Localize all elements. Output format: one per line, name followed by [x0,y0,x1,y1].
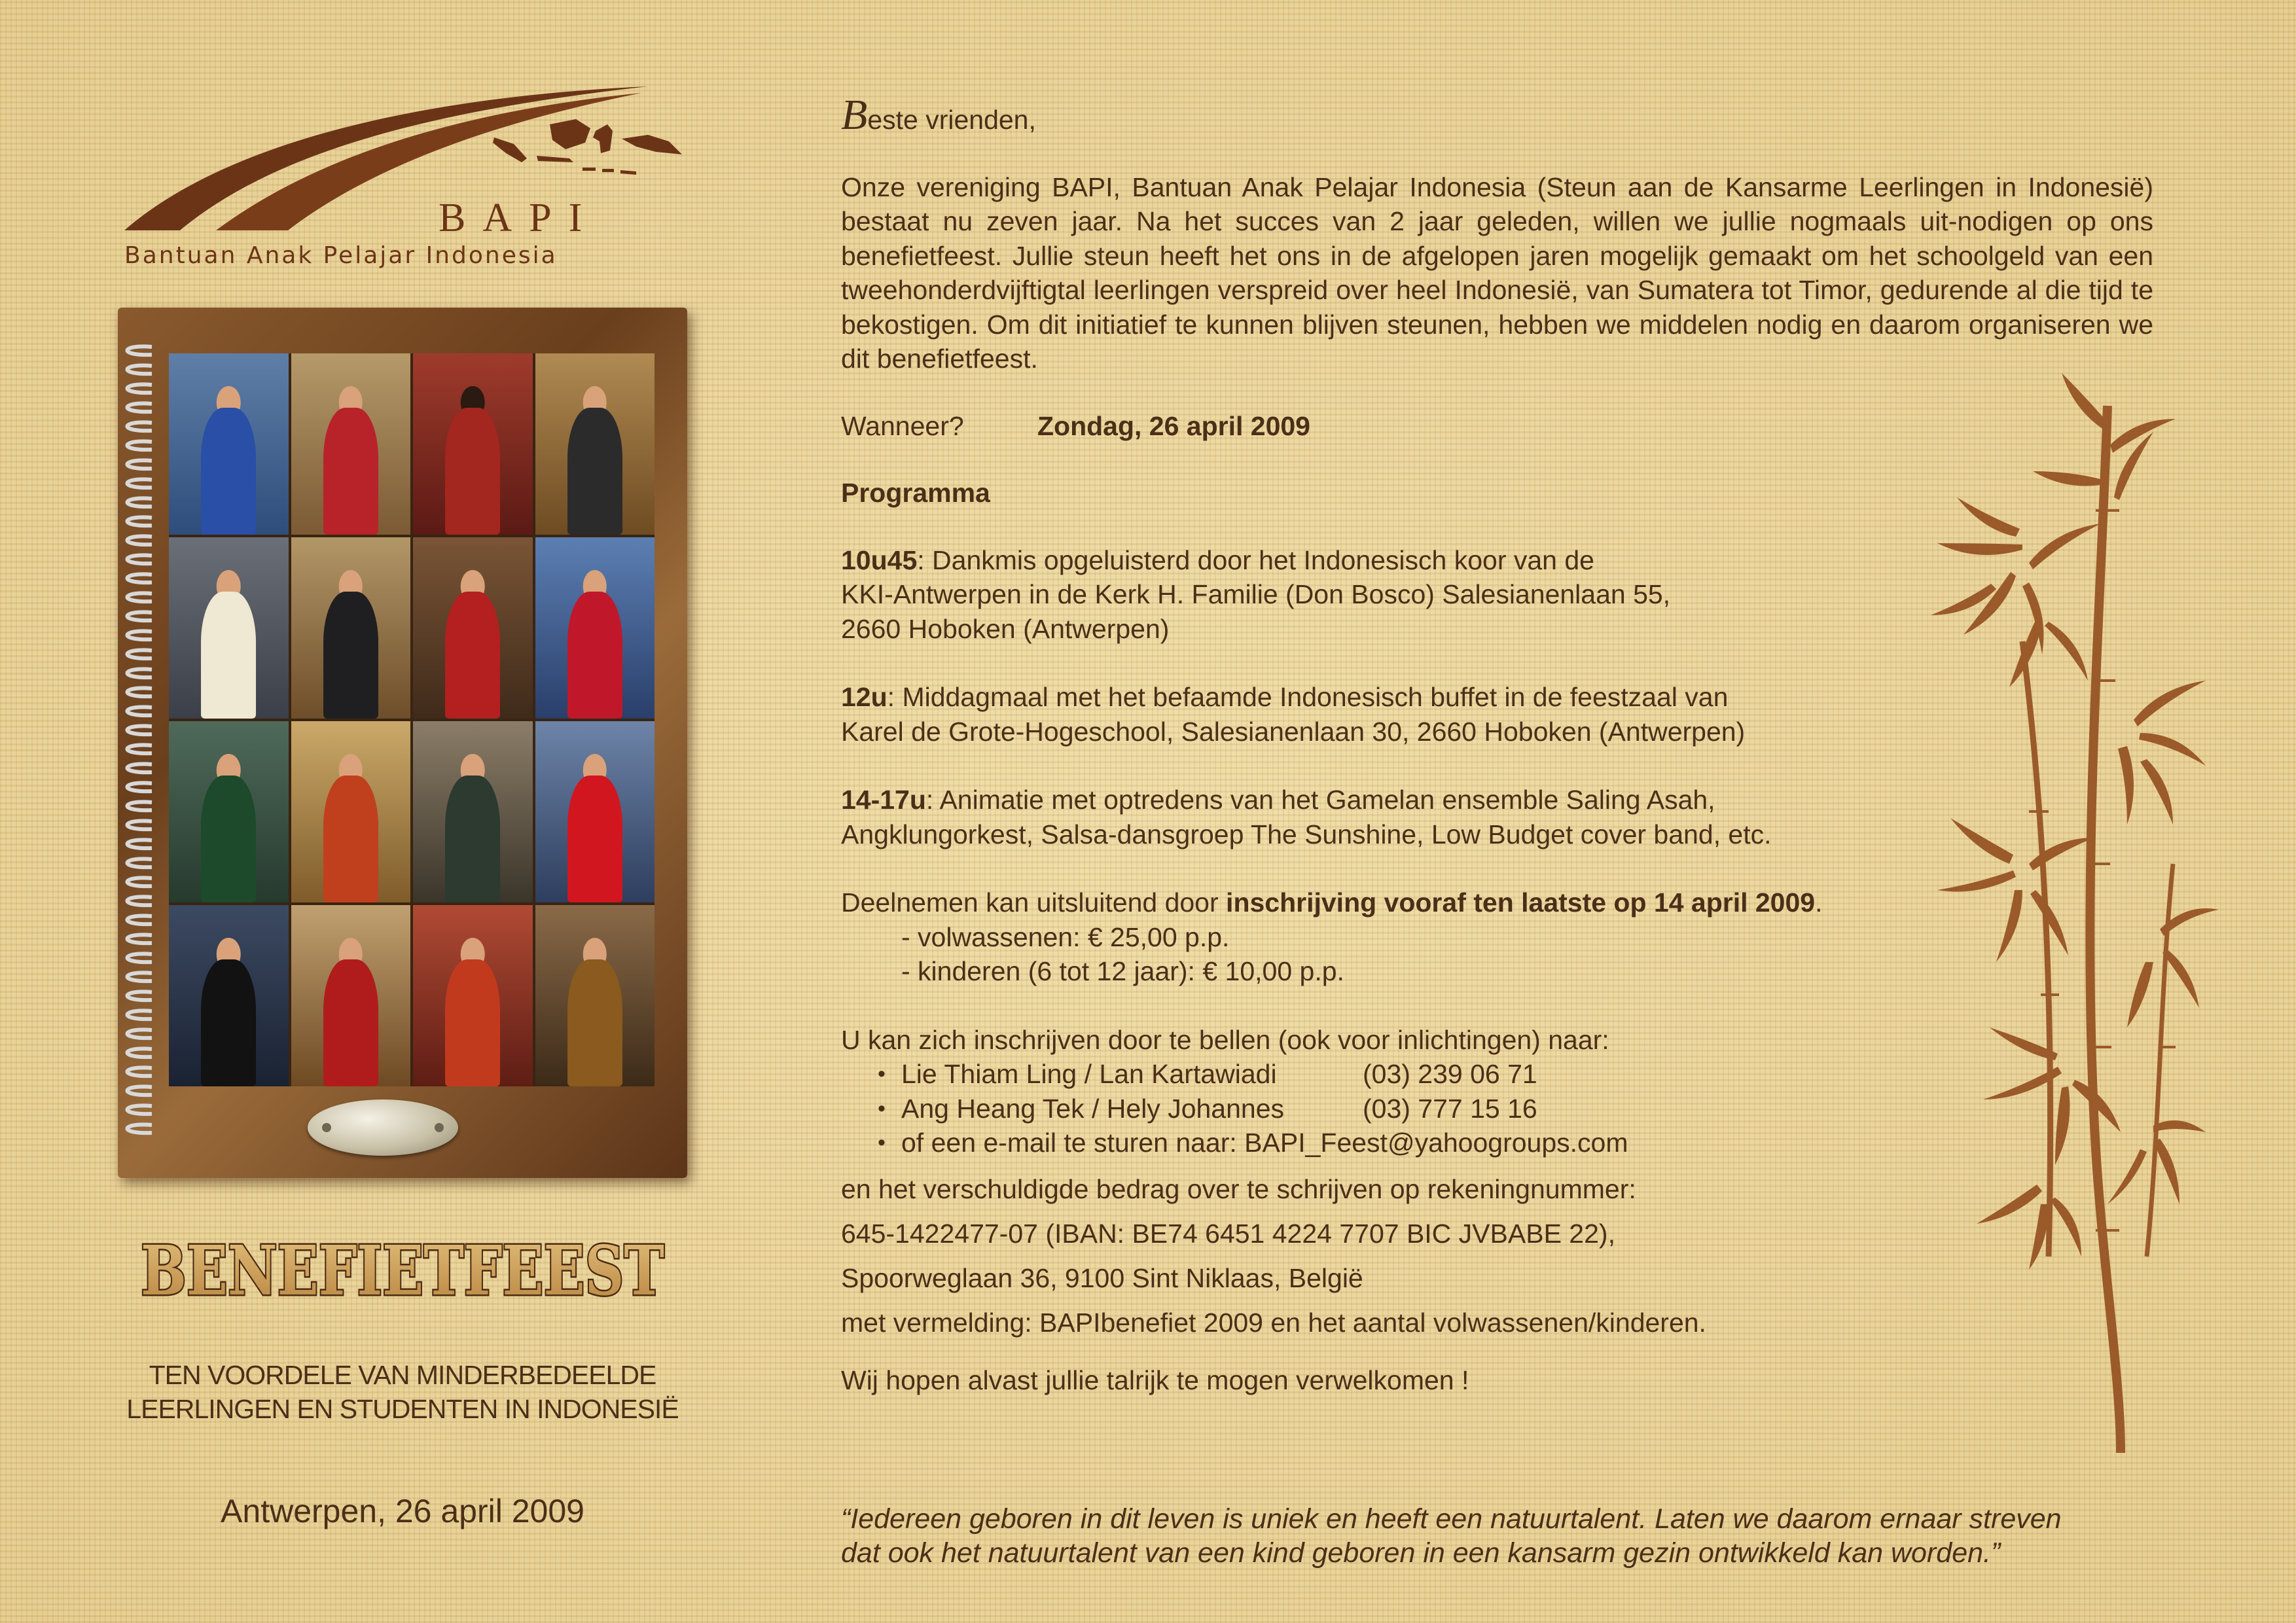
event-title-text: BENEFIETFEEST [141,1230,664,1311]
binding-ring [127,783,152,791]
photo-tile [413,905,533,1086]
subtitle-line-1: TEN VOORDELE VAN MINDERBEDEELDE [149,1360,656,1390]
binding-ring [127,916,152,924]
price-children: - kinderen (6 tot 12 jaar): € 10,00 p.p. [901,956,1344,986]
photo-tile [413,721,533,902]
binding-ring [127,631,152,639]
photo-tile [169,537,289,719]
when-label: Wanneer? [841,410,964,441]
event-subtitle [98,1358,707,1426]
binding-ring [127,1029,152,1038]
binding-ring [127,536,152,544]
participation-suffix: . [1815,887,1823,918]
binding-ring [127,498,152,507]
binding-ring [127,821,152,829]
logo-tagline: Bantuan Anak Pelajar Indonesia [124,242,558,269]
album-nameplate [308,1099,458,1156]
photo-tile [291,721,411,902]
photo-tile [291,353,411,535]
binding-ring [127,1010,152,1019]
binding-ring [127,593,152,601]
programme-text: 2660 Hoboken (Antwerpen) [841,613,1170,644]
photo-tile [169,353,289,535]
register-intro: U kan zich inschrijven door te bellen (ook voor inlichtingen) naar: [841,1024,1609,1055]
binding-ring [127,517,152,526]
binding-ring [127,840,152,848]
photo-tile [535,721,655,902]
programme-text: KKI-Antwerpen in de Kerk H. Familie (Don Bosco) Salesianenlaan 55, [841,579,1671,609]
programme-time: 10u45 [841,544,918,575]
binding-ring [127,688,152,696]
photo-tile [535,537,655,719]
photo-album [118,308,687,1178]
contact-name: Lie Thiam Ling / Lan Kartawiadi [901,1059,1277,1089]
binding-ring [127,479,152,488]
binding-ring [127,669,152,677]
binding-ring [127,878,152,886]
closing-quote [841,1502,2163,1570]
programme-text: : Middagmaal met het befaamde Indonesisch buffet in de feestzaal van [887,682,1729,712]
programme-time: 12u [841,682,888,712]
email-item[interactable]: • of een e-mail te sturen naar: BAPI_Feest@yahoogroups.com [901,1126,2153,1160]
programme-heading: Programma [841,478,990,508]
binding-ring [127,384,152,393]
bapi-logo [118,79,694,275]
binding-ring [127,555,152,563]
bamboo-illustration [1924,406,2225,1453]
programme-text: : Animatie met optredens van het Gamelan ensemble Saling Asah, [925,785,1715,815]
programme-text: : Dankmis opgeluisterd door het Indonesisch koor van de [917,544,1594,575]
greeting-initial: B [841,91,868,139]
binding-ring [127,1067,152,1076]
binding-ring [127,707,152,715]
contact-name: Ang Heang Tek / Hely Johannes [901,1093,1285,1124]
binding-ring [127,935,152,943]
binding-ring [127,991,152,1000]
closing-line: Wij hopen alvast jullie talrijk te mogen verwelkomen ! [841,1364,1469,1395]
greeting [841,91,2153,139]
greeting-text: este vrienden, [867,105,1036,135]
binding-ring [127,441,152,450]
binding-ring [127,365,152,374]
binding-ring [127,574,152,582]
city-date: Antwerpen, 26 april 2009 [221,1493,584,1529]
programme-time: 14-17u [841,785,926,815]
payment-reference: met vermelding: BAPIbenefiet 2009 en het aantal volwassenen/kinderen. [841,1307,1706,1338]
photo-tile [169,905,289,1086]
programme-text: Angklungorkest, Salsa-dansgroep The Sunshine, Low Budget cover band, etc. [841,819,1772,849]
binding-ring [127,745,152,753]
photo-collage [169,353,655,1086]
subtitle-line-2: LEERLINGEN EN STUDENTEN IN INDONESIË [126,1394,679,1424]
binding-ring [127,422,152,431]
price-adults: - volwassenen: € 25,00 p.p. [901,921,1230,952]
when-date: Zondag, 26 april 2009 [1037,410,1310,441]
binding-ring [127,726,152,734]
binding-ring [127,972,152,981]
binding-ring [127,460,152,469]
binding-ring [127,802,152,810]
spiral-binding-icon [114,334,160,1152]
binding-ring [127,612,152,620]
photo-tile [413,537,533,719]
registration-deadline: inschrijving vooraf ten laatste op 14 april 2009 [1226,887,1816,918]
binding-ring [127,1048,152,1057]
contact-phone[interactable]: (03) 239 06 71 [1363,1059,1537,1089]
binding-ring [127,897,152,905]
contact-phone[interactable]: (03) 777 15 16 [1363,1093,1537,1124]
binding-ring [127,650,152,658]
intro-paragraph: Onze vereniging BAPI, Bantuan Anak Pelajar Indonesia (Steun aan de Kansarme Leerlingen in Indonesië) bestaat nu zeven jaar. Na het succes van 2 jaar geleden, willen we jullie nogmaals uit-nodigen op ons benefietfeest. Jullie steun heeft het ons in de afgelopen jaren mogelijk gemaakt om het schoolgeld van een tweehonderdvijftigtal leerlingen verspreid over heel Indonesië, van Sumatera tot Timor, gedurende al die tijd te bekostigen. Om dit initiatief te kunnen blijven steunen, hebben we middelen nodig en daarom organiseren we dit benefietfeest. [841,171,2153,374]
photo-tile [169,721,289,902]
logo-name: BAPI [439,196,600,240]
photo-tile [535,353,655,535]
photo-tile [535,905,655,1086]
quote-line-2: dat ook het natuurtalent van een kind geboren in een kansarm gezin ontwikkeld kan worden.” [841,1537,2001,1569]
binding-ring [127,764,152,772]
binding-ring [127,859,152,867]
payment-address: Spoorweglaan 36, 9100 Sint Niklaas, België [841,1262,1363,1293]
payment-account: 645-1422477-07 (IBAN: BE74 6451 4224 7707 BIC JVBABE 22), [841,1218,1615,1249]
binding-ring [127,954,152,962]
binding-ring [127,1124,152,1133]
event-title [118,1217,687,1322]
participation-prefix: Deelnemen kan uitsluitend door [841,887,1227,918]
payment-line: en het verschuldigde bedrag over te schrijven op rekeningnummer: [841,1173,1636,1204]
programme-text: Karel de Grote-Hogeschool, Salesianenlaan 30, 2660 Hoboken (Antwerpen) [841,716,1746,747]
binding-ring [127,403,152,412]
binding-ring [127,1086,152,1095]
binding-ring [127,1105,152,1114]
photo-tile [291,905,411,1086]
photo-tile [291,537,411,719]
binding-ring [127,346,152,355]
quote-line-1: “Iedereen geboren in dit leven is uniek en heeft een natuurtalent. Laten we daarom ernaar streven [841,1503,2062,1535]
indonesia-map-icon [493,119,682,175]
photo-tile [413,353,533,535]
